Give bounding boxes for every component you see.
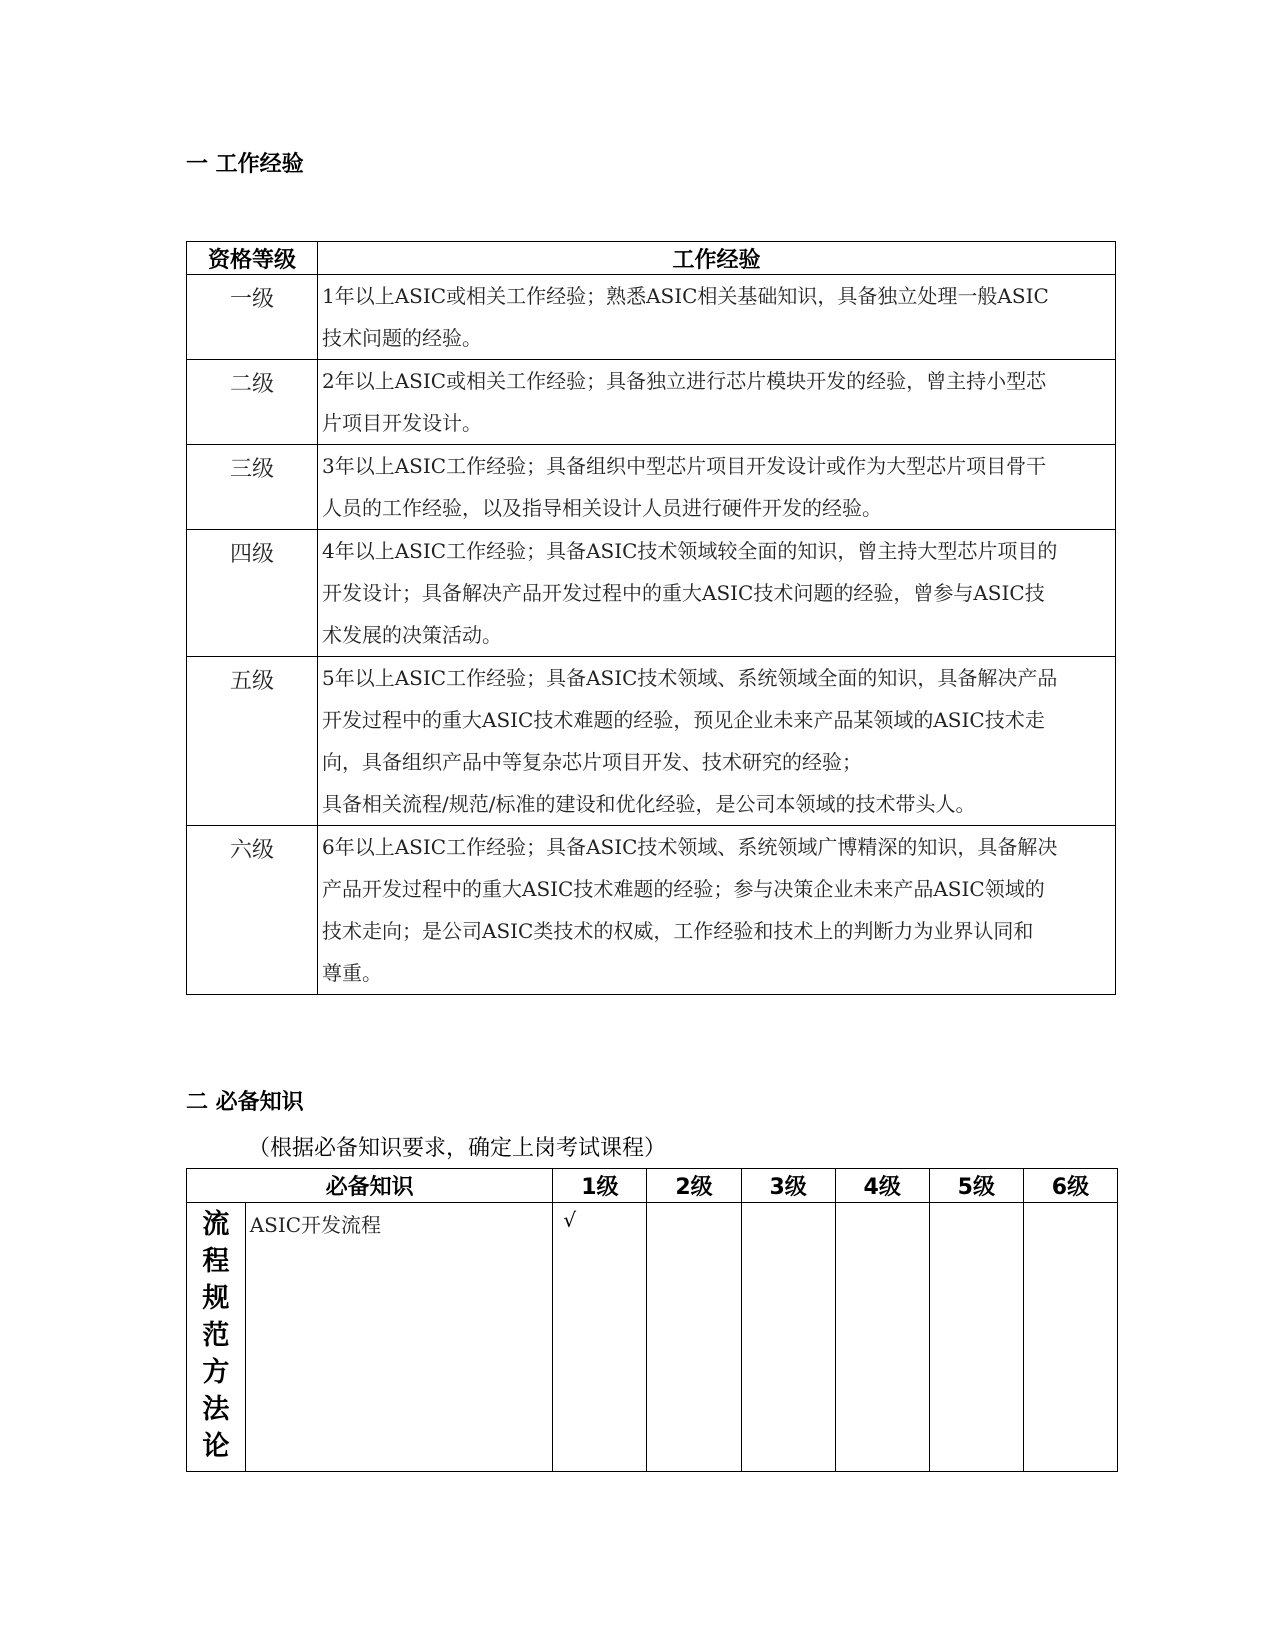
table-row — [187, 657, 1116, 826]
header-qualification-level: 资格等级 — [187, 242, 318, 275]
category-char: 流 — [202, 1209, 230, 1240]
work-experience-line: 具备相关流程/规范/标准的建设和优化经验，是公司本领域的技术带头人。 — [322, 792, 976, 816]
qualification-level-cell: 五级 — [187, 657, 318, 826]
exam-course-note: （根据必备知识要求，确定上岗考试课程） — [248, 1136, 667, 1161]
work-experience-cell — [318, 275, 1116, 360]
header-level-4: 4级 — [835, 1169, 929, 1203]
header-work-experience: 工作经验 — [318, 242, 1116, 275]
work-experience-line: 开发设计；具备解决产品开发过程中的重大ASIC技术问题的经验，曾参与ASIC技 — [322, 581, 1045, 605]
table-row — [187, 445, 1116, 530]
work-experience-cell — [318, 657, 1116, 826]
required-knowledge-table — [186, 1168, 1118, 1472]
work-experience-line: 技术走向；是公司ASIC类技术的权威，工作经验和技术上的判断力为业界认同和 — [322, 919, 1034, 943]
level-6-mark — [1023, 1203, 1117, 1472]
category-char: 法 — [202, 1394, 230, 1425]
category-char: 规 — [202, 1283, 230, 1314]
level-2-mark — [647, 1203, 741, 1472]
table-row — [187, 530, 1116, 657]
work-experience-cell — [318, 530, 1116, 657]
qualification-level-cell: 六级 — [187, 826, 318, 995]
work-experience-cell — [318, 360, 1116, 445]
work-experience-line: 人员的工作经验，以及指导相关设计人员进行硬件开发的经验。 — [322, 496, 882, 520]
work-experience-line: 片项目开发设计。 — [322, 411, 482, 435]
level-5-mark — [929, 1203, 1023, 1472]
qualification-level-cell: 二级 — [187, 360, 318, 445]
work-experience-line: 产品开发过程中的重大ASIC技术难题的经验；参与决策企业未来产品ASIC领域的 — [322, 877, 1045, 901]
work-experience-cell — [318, 826, 1116, 995]
work-experience-table — [186, 241, 1116, 995]
category-char: 范 — [202, 1320, 230, 1351]
table-header-row — [187, 242, 1116, 275]
header-level-2: 2级 — [647, 1169, 741, 1203]
header-level-6: 6级 — [1023, 1169, 1117, 1203]
qualification-level-cell: 四级 — [187, 530, 318, 657]
category-char: 方 — [202, 1357, 230, 1388]
knowledge-item: ASIC开发流程 — [245, 1203, 553, 1472]
work-experience-line: 4年以上ASIC工作经验；具备ASIC技术领域较全面的知识，曾主持大型芯片项目的 — [322, 539, 1058, 563]
category-char: 论 — [202, 1431, 230, 1462]
header-level-5: 5级 — [929, 1169, 1023, 1203]
table-row — [187, 826, 1116, 995]
table-row — [187, 360, 1116, 445]
header-required-knowledge: 必备知识 — [187, 1169, 553, 1203]
header-level-3: 3级 — [741, 1169, 835, 1203]
work-experience-line: 1年以上ASIC或相关工作经验；熟悉ASIC相关基础知识，具备独立处理一般ASIC — [322, 284, 1049, 308]
work-experience-line: 5年以上ASIC工作经验；具备ASIC技术领域、系统领域全面的知识，具备解决产品 — [322, 666, 1058, 690]
work-experience-line: 术发展的决策活动。 — [322, 623, 502, 647]
level-4-mark — [835, 1203, 929, 1472]
work-experience-line: 6年以上ASIC工作经验；具备ASIC技术领域、系统领域广博精深的知识，具备解决 — [322, 835, 1058, 859]
table-header-row — [187, 1169, 1118, 1203]
category-cell — [187, 1203, 246, 1472]
work-experience-line: 3年以上ASIC工作经验；具备组织中型芯片项目开发设计或作为大型芯片项目骨干 — [322, 454, 1047, 478]
level-3-mark — [741, 1203, 835, 1472]
table-row — [187, 1203, 1118, 1472]
work-experience-line: 开发过程中的重大ASIC技术难题的经验，预见企业未来产品某领域的ASIC技术走 — [322, 708, 1045, 732]
work-experience-line: 技术问题的经验。 — [322, 326, 482, 350]
work-experience-line: 尊重。 — [322, 961, 382, 985]
header-level-1: 1级 — [553, 1169, 647, 1203]
work-experience-line: 向，具备组织产品中等复杂芯片项目开发、技术研究的经验； — [322, 750, 862, 774]
work-experience-line: 2年以上ASIC或相关工作经验；具备独立进行芯片模块开发的经验，曾主持小型芯 — [322, 369, 1047, 393]
qualification-level-cell: 三级 — [187, 445, 318, 530]
section-heading-work-experience: 一 工作经验 — [186, 152, 304, 177]
level-1-mark: √ — [553, 1203, 647, 1472]
category-char: 程 — [202, 1246, 230, 1277]
table-row — [187, 275, 1116, 360]
qualification-level-cell: 一级 — [187, 275, 318, 360]
section-heading-required-knowledge: 二 必备知识 — [186, 1090, 304, 1115]
work-experience-cell — [318, 445, 1116, 530]
